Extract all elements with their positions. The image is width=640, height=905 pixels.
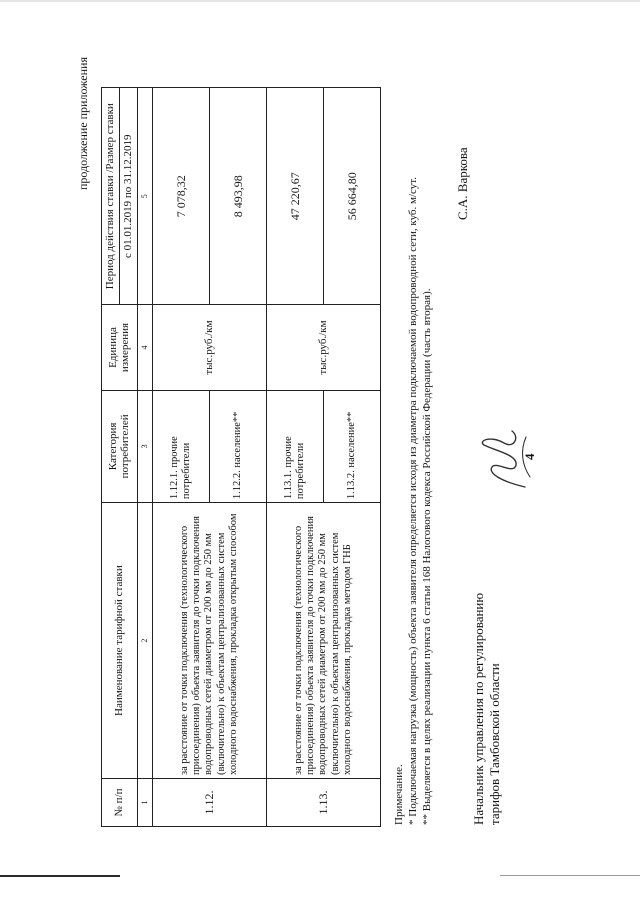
header-rate: Период действия ставки /Размер ставки xyxy=(102,88,120,305)
unit-cell: тыс.руб./км xyxy=(266,305,380,390)
category-cell: 1.13.2. население** xyxy=(323,390,380,503)
rate-name: за расстояние от точки подключения (технологического присоединения) объекта заявителя до точки подключения водопроводных сетей диаметром от 200 мм до 250 мм (включительно) к объектам централизованных систем холодного водоснабжения, прокладка методом ГНБ xyxy=(266,503,380,779)
rate-value: 56 664,80 xyxy=(323,88,380,305)
column-index: 2 xyxy=(137,503,152,779)
header-num: № п/п xyxy=(102,779,138,827)
table-header-row xyxy=(102,88,120,827)
signatory-position-line: Начальник управления по регулированию xyxy=(471,592,486,825)
category-cell: 1.13.1. прочие потребители xyxy=(266,390,323,503)
rate-value: 7 078,32 xyxy=(152,88,209,305)
note-line: * Подключаемая нагрузка (мощность) объекта заявителя определяется исходя из диаметра подключаемой водопроводной сети, куб. м/сут. xyxy=(406,176,419,825)
header-unit: Единица измерения xyxy=(102,305,138,390)
unit-cell: тыс.руб./км xyxy=(152,305,266,390)
scan-edge-top xyxy=(0,0,640,2)
scan-edge-bottom-right xyxy=(500,875,640,876)
column-index: 1 xyxy=(137,779,152,827)
header-category: Категория потребителей xyxy=(102,390,138,503)
note-line: ** Выделяется в целях реализации пункта 6 статьи 168 Налогового кодекса Российской Федерации (часть вторая). xyxy=(420,288,433,825)
rate-value: 47 220,67 xyxy=(266,88,323,305)
scan-edge-bottom-left xyxy=(0,875,120,877)
signatory-position-line: тарифов Тамбовской области xyxy=(486,663,502,825)
row-number: 1.12. xyxy=(152,779,266,827)
signatory-position xyxy=(471,593,502,825)
notes-block xyxy=(393,177,434,825)
table-row xyxy=(152,88,209,827)
category-cell: 1.12.2. население** xyxy=(209,390,266,503)
signatory-name: С.А. Варкова xyxy=(455,147,470,220)
column-index: 3 xyxy=(137,390,152,503)
row-number: 1.13. xyxy=(266,779,380,827)
rate-value: 8 493,98 xyxy=(209,88,266,305)
notes-title: Примечание. xyxy=(393,764,405,825)
header-rate-period: с 01.01.2019 по 31.12.2019 xyxy=(119,88,137,305)
column-index: 5 xyxy=(137,88,152,305)
category-cell: 1.12.1. прочие потребители xyxy=(152,390,209,503)
handwritten-signature xyxy=(470,425,540,495)
rotated-document-page xyxy=(75,45,575,845)
page-number: 4 xyxy=(522,453,537,460)
column-index: 4 xyxy=(137,305,152,390)
column-index-row xyxy=(137,88,152,827)
tariff-table xyxy=(101,87,381,827)
appendix-continuation-note: продолжение приложения xyxy=(76,57,90,190)
header-name: Наименование тарифной ставки xyxy=(102,503,138,779)
table-row xyxy=(266,88,323,827)
rate-name: за расстояние от точки подключения (технологического присоединения) объекта заявителя до точки подключения водопроводных сетей диаметром от 200 мм до 250 мм (включительно) к объектам централизованных систем холодного водоснабжения, прокладка открытым способом xyxy=(152,503,266,779)
